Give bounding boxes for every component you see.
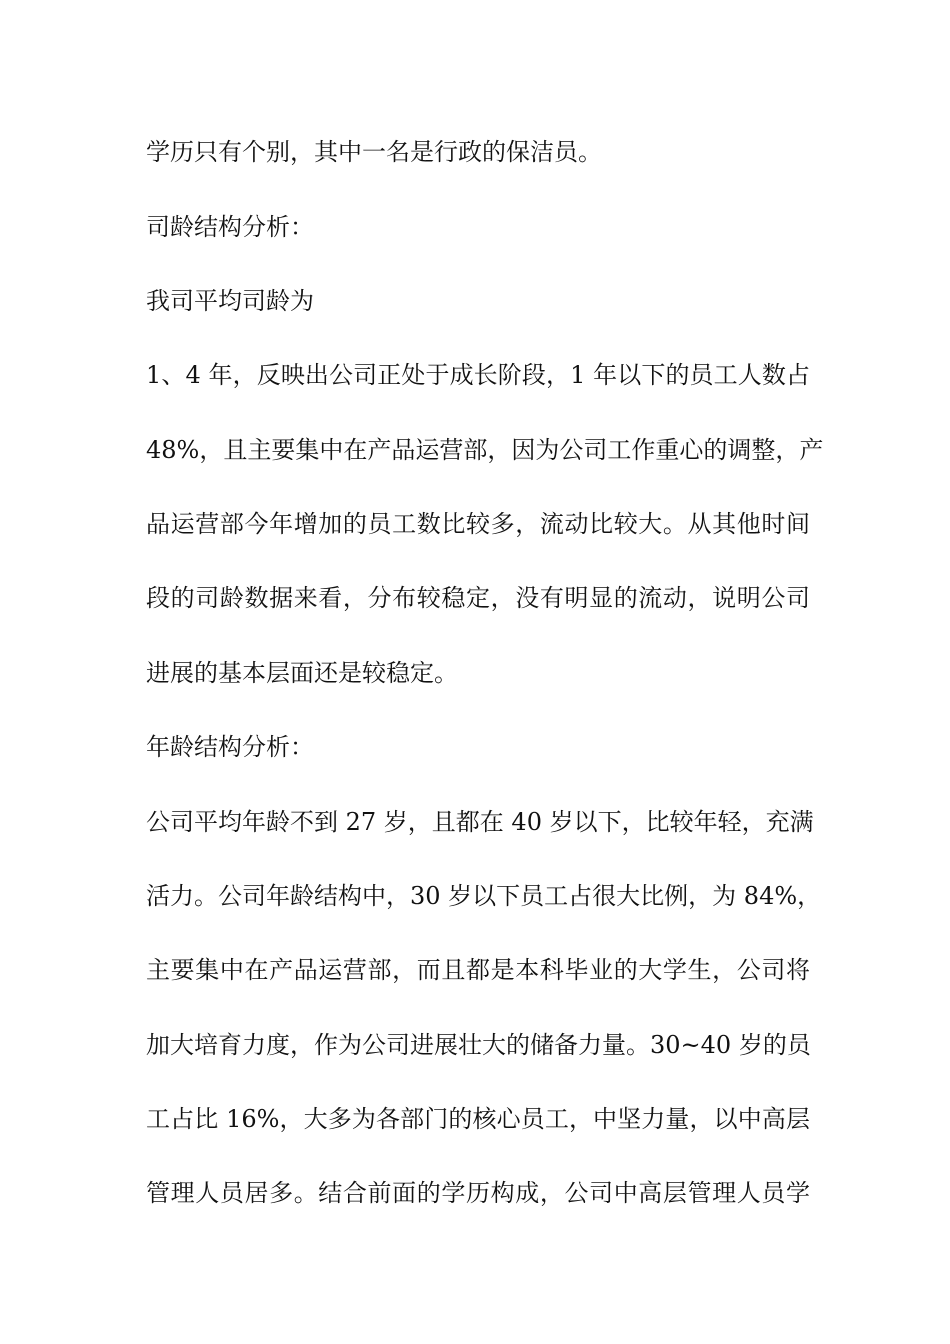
paragraph-line: 公司平均年龄不到 27 岁，且都在 40 岁以下，比较年轻，充满 <box>146 808 814 836</box>
paragraph-line: 进展的基本层面还是较稳定。 <box>146 659 458 687</box>
paragraph-line: 主要集中在产品运营部，而且都是本科毕业的大学生，公司将 <box>146 956 810 984</box>
paragraph-line: 我司平均司龄为 <box>146 287 314 315</box>
paragraph-line: 48%，且主要集中在产品运营部，因为公司工作重心的调整，产 <box>146 436 824 464</box>
paragraph-line: 活力。公司年龄结构中，30 岁以下员工占很大比例，为 84%， <box>146 882 822 910</box>
section-heading: 年龄结构分析： <box>146 733 314 761</box>
paragraph-line: 加大培育力度，作为公司进展壮大的储备力量。30~40 岁的员 <box>146 1031 811 1059</box>
paragraph-line: 工占比 16%，大多为各部门的核心员工，中坚力量，以中高层 <box>146 1105 810 1133</box>
paragraph-line: 品运营部今年增加的员工数比较多，流动比较大。从其他时间 <box>146 510 810 538</box>
section-heading: 司龄结构分析： <box>146 213 314 241</box>
paragraph-line: 学历只有个别，其中一名是行政的保洁员。 <box>146 138 602 166</box>
paragraph-line: 1、4 年，反映出公司正处于成长阶段，1 年以下的员工人数占 <box>146 361 810 389</box>
paragraph-line: 段的司龄数据来看，分布较稳定，没有明显的流动，说明公司 <box>146 584 810 612</box>
paragraph-line: 管理人员居多。结合前面的学历构成，公司中高层管理人员学 <box>146 1179 810 1207</box>
